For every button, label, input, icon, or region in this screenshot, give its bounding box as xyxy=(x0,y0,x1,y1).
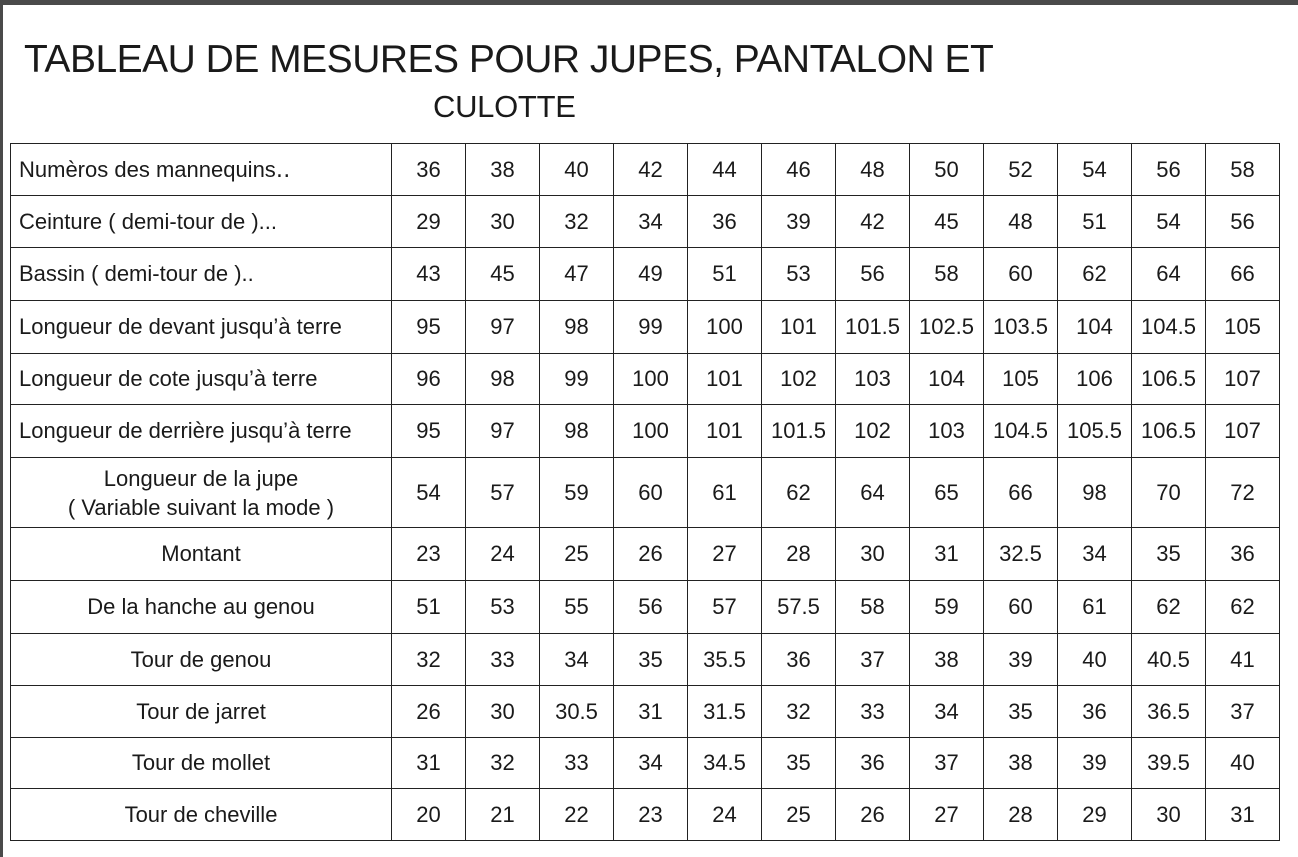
table-cell: 39 xyxy=(1058,738,1132,789)
table-cell: 38 xyxy=(984,738,1058,789)
table-cell: 60 xyxy=(614,458,688,528)
table-cell: 35 xyxy=(614,634,688,686)
table-row xyxy=(11,581,1280,634)
table-cell: 27 xyxy=(688,528,762,581)
table-cell: 45 xyxy=(466,248,540,301)
table-cell: 62 xyxy=(1058,248,1132,301)
table-cell: 21 xyxy=(466,789,540,841)
table-cell: 32 xyxy=(762,686,836,738)
table-cell: 36.5 xyxy=(1132,686,1206,738)
table-cell: 100 xyxy=(614,354,688,405)
table-cell: 34 xyxy=(614,196,688,248)
table-row xyxy=(11,458,1280,528)
table-cell: 100 xyxy=(614,405,688,458)
table-cell: 106.5 xyxy=(1132,405,1206,458)
table-cell: 48 xyxy=(984,196,1058,248)
table-cell: 99 xyxy=(540,354,614,405)
table-cell: 61 xyxy=(688,458,762,528)
table-cell: 31 xyxy=(910,528,984,581)
table-cell: 25 xyxy=(540,528,614,581)
table-cell: 97 xyxy=(466,301,540,354)
table-cell: 60 xyxy=(984,581,1058,634)
table-cell: 58 xyxy=(836,581,910,634)
table-cell: 31 xyxy=(392,738,466,789)
table-cell: 25 xyxy=(762,789,836,841)
table-cell: 39 xyxy=(762,196,836,248)
table-cell: 101.5 xyxy=(836,301,910,354)
table-cell: 29 xyxy=(1058,789,1132,841)
table-cell: 27 xyxy=(910,789,984,841)
table-cell: 22 xyxy=(540,789,614,841)
table-row xyxy=(11,405,1280,458)
table-cell: 101 xyxy=(688,405,762,458)
table-cell: 96 xyxy=(392,354,466,405)
table-cell: 59 xyxy=(540,458,614,528)
table-cell: 39.5 xyxy=(1132,738,1206,789)
table-cell: 52 xyxy=(984,144,1058,196)
table-cell: 101.5 xyxy=(762,405,836,458)
table-cell: 36 xyxy=(762,634,836,686)
table-cell: 30.5 xyxy=(540,686,614,738)
table-cell: 98 xyxy=(1058,458,1132,528)
table-cell: 107 xyxy=(1206,354,1280,405)
row-label: Longueur de derrière jusqu’à terre xyxy=(11,405,392,458)
table-cell: 104.5 xyxy=(1132,301,1206,354)
table-cell: 55 xyxy=(540,581,614,634)
row-label: Tour de genou xyxy=(11,634,392,686)
table-cell: 51 xyxy=(688,248,762,301)
table-cell: 62 xyxy=(1206,581,1280,634)
table-cell: 102 xyxy=(836,405,910,458)
table-row xyxy=(11,144,1280,196)
table-cell: 31 xyxy=(614,686,688,738)
table-cell: 40 xyxy=(1206,738,1280,789)
row-label: Longueur de devant jusqu’à terre xyxy=(11,301,392,354)
row-label-line: Longueur de la jupe xyxy=(103,465,299,491)
table-cell: 36 xyxy=(1206,528,1280,581)
table-cell: 56 xyxy=(1132,144,1206,196)
table-row xyxy=(11,301,1280,354)
table-row xyxy=(11,738,1280,789)
table-cell: 35 xyxy=(1132,528,1206,581)
table-cell: 34.5 xyxy=(688,738,762,789)
table-cell: 30 xyxy=(466,196,540,248)
table-cell: 105.5 xyxy=(1058,405,1132,458)
table-cell: 33 xyxy=(836,686,910,738)
table-cell: 23 xyxy=(392,528,466,581)
table-cell: 37 xyxy=(910,738,984,789)
table-cell: 42 xyxy=(836,196,910,248)
table-cell: 35 xyxy=(984,686,1058,738)
table-row xyxy=(11,528,1280,581)
table-cell: 65 xyxy=(910,458,984,528)
table-cell: 24 xyxy=(688,789,762,841)
table-cell: 34 xyxy=(614,738,688,789)
page-title: TABLEAU DE MESURES POUR JUPES, PANTALON ET xyxy=(24,38,994,81)
row-label: Ceinture ( demi-tour de )... xyxy=(11,196,392,248)
table-cell: 34 xyxy=(910,686,984,738)
table-cell: 47 xyxy=(540,248,614,301)
table-cell: 49 xyxy=(614,248,688,301)
table-cell: 45 xyxy=(910,196,984,248)
table-cell: 98 xyxy=(540,405,614,458)
table-cell: 32 xyxy=(392,634,466,686)
table-cell: 36 xyxy=(836,738,910,789)
table-cell: 100 xyxy=(688,301,762,354)
table-cell: 37 xyxy=(1206,686,1280,738)
table-cell: 66 xyxy=(984,458,1058,528)
row-label xyxy=(11,458,392,528)
row-label: Tour de cheville xyxy=(11,789,392,841)
table-cell: 97 xyxy=(466,405,540,458)
table-cell: 102.5 xyxy=(910,301,984,354)
table-cell: 104.5 xyxy=(984,405,1058,458)
table-cell: 54 xyxy=(392,458,466,528)
table-cell: 28 xyxy=(984,789,1058,841)
table-row xyxy=(11,248,1280,301)
table-cell: 32.5 xyxy=(984,528,1058,581)
table-cell: 31 xyxy=(1206,789,1280,841)
table-cell: 64 xyxy=(1132,248,1206,301)
table-row xyxy=(11,196,1280,248)
table-cell: 57.5 xyxy=(762,581,836,634)
table-cell: 36 xyxy=(688,196,762,248)
table-cell: 103.5 xyxy=(984,301,1058,354)
table-cell: 42 xyxy=(614,144,688,196)
table-cell: 58 xyxy=(910,248,984,301)
table-cell: 101 xyxy=(762,301,836,354)
table-cell: 35.5 xyxy=(688,634,762,686)
table-cell: 59 xyxy=(910,581,984,634)
table-cell: 95 xyxy=(392,301,466,354)
table-cell: 51 xyxy=(392,581,466,634)
table-cell: 40 xyxy=(1058,634,1132,686)
measurement-table xyxy=(10,143,1280,841)
table-cell: 26 xyxy=(392,686,466,738)
table-cell: 32 xyxy=(540,196,614,248)
table-cell: 72 xyxy=(1206,458,1280,528)
table-cell: 54 xyxy=(1132,196,1206,248)
table-row xyxy=(11,789,1280,841)
table-cell: 20 xyxy=(392,789,466,841)
table-cell: 105 xyxy=(1206,301,1280,354)
table-cell: 30 xyxy=(836,528,910,581)
table-cell: 95 xyxy=(392,405,466,458)
table-cell: 30 xyxy=(1132,789,1206,841)
table-cell: 26 xyxy=(836,789,910,841)
table-cell: 36 xyxy=(392,144,466,196)
table-cell: 60 xyxy=(984,248,1058,301)
table-cell: 37 xyxy=(836,634,910,686)
table-cell: 105 xyxy=(984,354,1058,405)
table-cell: 51 xyxy=(1058,196,1132,248)
table-cell: 50 xyxy=(910,144,984,196)
table-row xyxy=(11,354,1280,405)
table-cell: 43 xyxy=(392,248,466,301)
table-cell: 99 xyxy=(614,301,688,354)
table-cell: 34 xyxy=(540,634,614,686)
table-cell: 48 xyxy=(836,144,910,196)
table-cell: 104 xyxy=(1058,301,1132,354)
table-cell: 106.5 xyxy=(1132,354,1206,405)
table-cell: 56 xyxy=(836,248,910,301)
table-cell: 98 xyxy=(466,354,540,405)
table-cell: 62 xyxy=(1132,581,1206,634)
table-cell: 46 xyxy=(762,144,836,196)
table-cell: 70 xyxy=(1132,458,1206,528)
table-cell: 44 xyxy=(688,144,762,196)
table-row xyxy=(11,686,1280,738)
table-cell: 34 xyxy=(1058,528,1132,581)
table-cell: 62 xyxy=(762,458,836,528)
table-cell: 104 xyxy=(910,354,984,405)
table-cell: 31.5 xyxy=(688,686,762,738)
table-cell: 57 xyxy=(466,458,540,528)
row-label: Bassin ( demi-tour de ).. xyxy=(11,248,392,301)
table-cell: 101 xyxy=(688,354,762,405)
table-row xyxy=(11,634,1280,686)
table-cell: 38 xyxy=(466,144,540,196)
table-cell: 28 xyxy=(762,528,836,581)
table-cell: 64 xyxy=(836,458,910,528)
table-cell: 53 xyxy=(466,581,540,634)
table-cell: 40.5 xyxy=(1132,634,1206,686)
table-cell: 32 xyxy=(466,738,540,789)
table-cell: 38 xyxy=(910,634,984,686)
table-cell: 29 xyxy=(392,196,466,248)
table-cell: 23 xyxy=(614,789,688,841)
table-cell: 103 xyxy=(836,354,910,405)
table-cell: 57 xyxy=(688,581,762,634)
row-label: Numèros des mannequins‥ xyxy=(11,144,392,196)
table-cell: 61 xyxy=(1058,581,1132,634)
page-subtitle: CULOTTE xyxy=(433,89,576,124)
table-cell: 30 xyxy=(466,686,540,738)
table-cell: 98 xyxy=(540,301,614,354)
table-cell: 33 xyxy=(466,634,540,686)
table-cell: 54 xyxy=(1058,144,1132,196)
table-cell: 24 xyxy=(466,528,540,581)
table-cell: 58 xyxy=(1206,144,1280,196)
table-cell: 39 xyxy=(984,634,1058,686)
row-label-note: ( Variable suivant la mode ) xyxy=(67,494,335,520)
table-cell: 106 xyxy=(1058,354,1132,405)
table-cell: 36 xyxy=(1058,686,1132,738)
table-cell: 66 xyxy=(1206,248,1280,301)
table-cell: 40 xyxy=(540,144,614,196)
table-cell: 107 xyxy=(1206,405,1280,458)
table-cell: 41 xyxy=(1206,634,1280,686)
table-cell: 33 xyxy=(540,738,614,789)
table-cell: 56 xyxy=(614,581,688,634)
row-label: Tour de mollet xyxy=(11,738,392,789)
table-cell: 102 xyxy=(762,354,836,405)
table-cell: 26 xyxy=(614,528,688,581)
table-cell: 53 xyxy=(762,248,836,301)
row-label: Montant xyxy=(11,528,392,581)
table-cell: 103 xyxy=(910,405,984,458)
row-label: Tour de jarret xyxy=(11,686,392,738)
table-cell: 56 xyxy=(1206,196,1280,248)
row-label: De la hanche au genou xyxy=(11,581,392,634)
row-label: Longueur de cote jusqu’à terre xyxy=(11,354,392,405)
table-cell: 35 xyxy=(762,738,836,789)
